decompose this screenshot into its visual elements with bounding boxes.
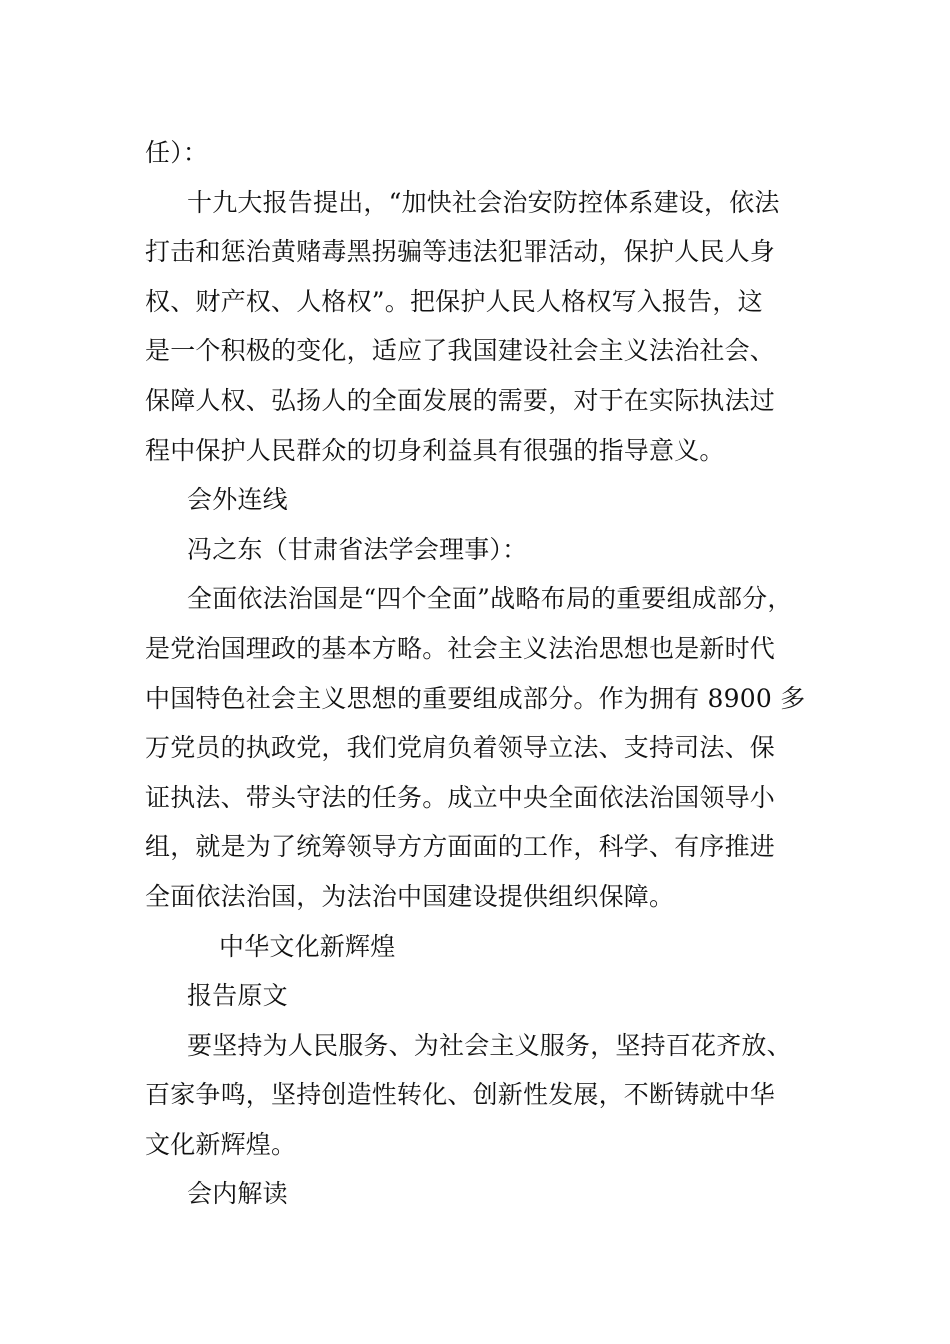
text-line: 组，就是为了统筹领导方方面面的工作，科学、有序推进	[145, 832, 776, 862]
speaker-label: 冯之东（甘肃省法学会理事）：	[187, 534, 528, 564]
body-text	[145, 128, 810, 1219]
text-line: 程中保护人民群众的切身利益具有很强的指导意义。	[145, 435, 725, 465]
text-line: 全面依法治国，为法治中国建设提供组织保障。	[145, 881, 675, 911]
section-label: 报告原文	[187, 981, 288, 1011]
text-line: 保障人权、弘扬人的全面发展的需要，对于在实际执法过	[145, 385, 776, 415]
section-label: 会外连线	[187, 485, 288, 515]
paragraph-start-line: 十九大报告提出，“加快社会治安防控体系建设，依法	[187, 187, 780, 217]
text-line: 中国特色社会主义思想的重要组成部分。作为拥有 8900 多	[145, 683, 806, 713]
text-line: 万党员的执政党，我们党肩负着领导立法、支持司法、保	[145, 733, 776, 763]
paragraph-start-line: 要坚持为人民服务、为社会主义服务，坚持百花齐放、	[187, 1030, 792, 1060]
section-label: 会内解读	[187, 1179, 288, 1209]
text-line: 权、财产权、人格权”。把保护人民人格权写入报告，这	[145, 286, 763, 316]
text-line: 打击和惩治黄赌毒黑拐骗等违法犯罪活动，保护人民人身	[145, 237, 776, 267]
text-line: 任）：	[145, 138, 209, 167]
text-line: 文化新辉煌。	[145, 1129, 297, 1159]
section-heading: 中华文化新辉煌	[219, 931, 396, 961]
paragraph-start-line: 全面依法治国是“四个全面”战略布局的重要组成部分，	[187, 584, 793, 614]
text-line: 百家争鸣，坚持创造性转化、创新性发展，不断铸就中华	[145, 1080, 776, 1110]
text-line: 是党治国理政的基本方略。社会主义法治思想也是新时代	[145, 633, 776, 663]
text-line: 证执法、带头守法的任务。成立中央全面依法治国领导小	[145, 782, 776, 812]
text-line: 是一个积极的变化，适应了我国建设社会主义法治社会、	[145, 336, 776, 366]
